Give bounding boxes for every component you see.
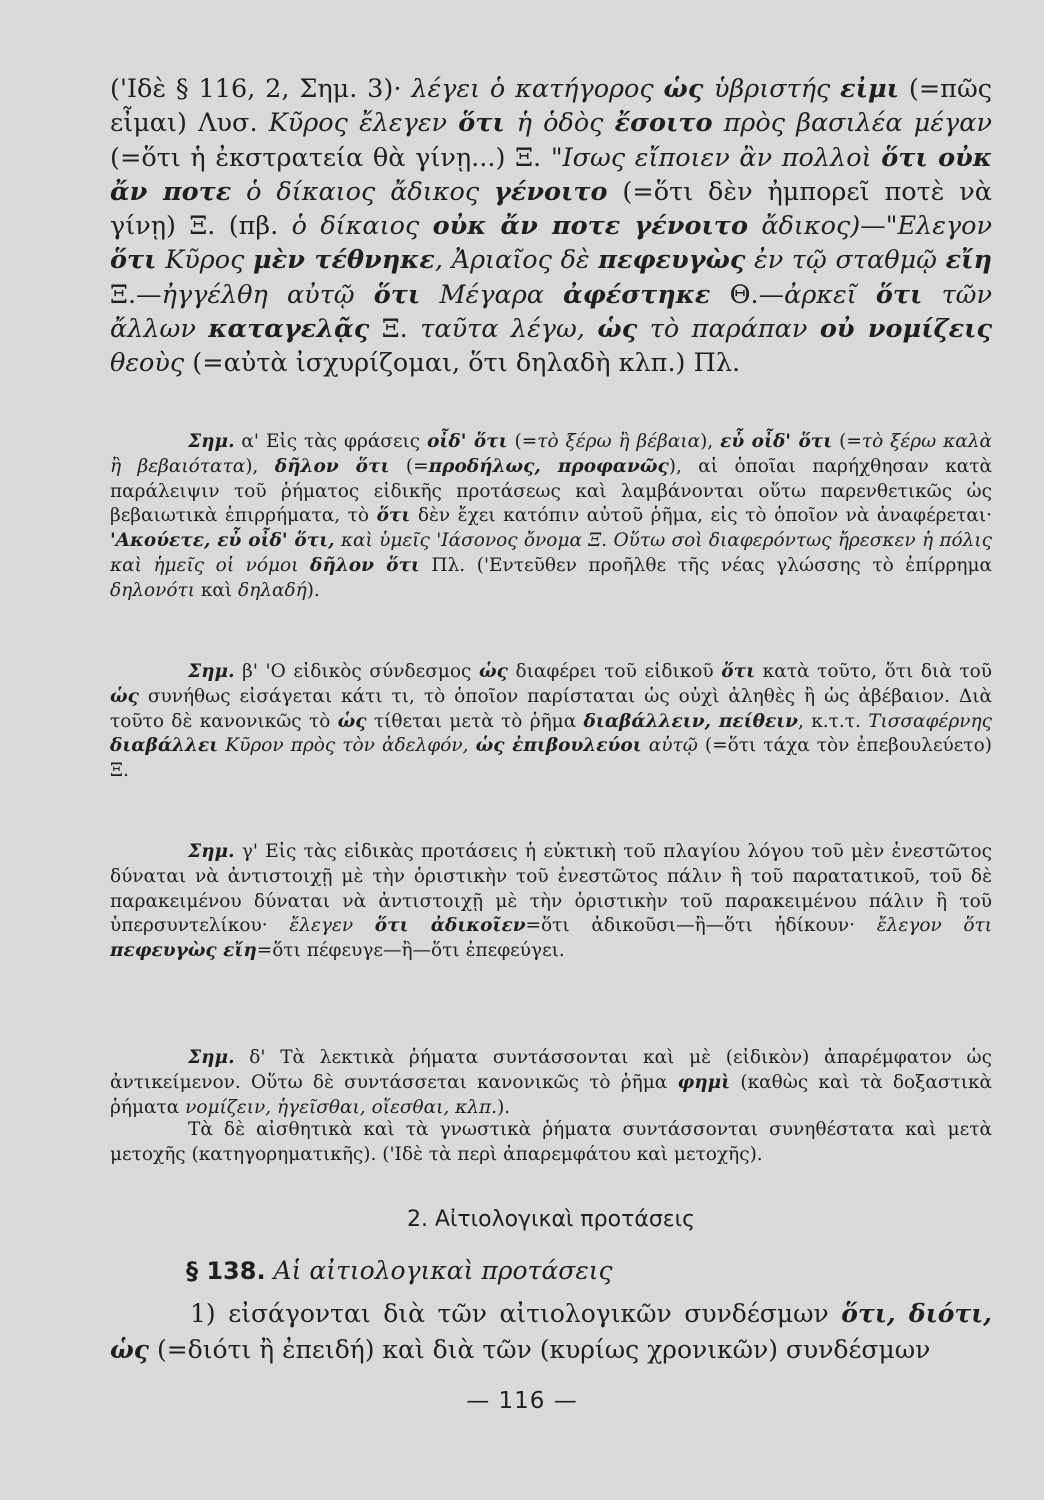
note-label: Σημ. [188,661,235,682]
text-run: ἀρκεῖ [784,279,876,310]
text-run: , κ.τ.τ. [798,710,869,732]
text-run: Τισσαφέρνης [868,710,992,732]
text-run: θεοὺς [110,348,185,379]
text-run: ἔλεγεν [289,915,375,937]
text-run: (=ὅτι τάχα τὸν ἐπεβουλεύετο) Ξ. [110,735,992,782]
text-run: ὡς [597,314,638,345]
text-run: μὲν τέθνηκε [253,245,435,276]
text-run: προδήλως, προφανῶς [428,455,669,477]
text-run: Πλ. ('Εντεῦθεν προῆλθε τῆς νέας γλώσσης τὸ ἐπίρρημα [419,554,992,576]
text-run: δηλαδή [238,579,307,601]
text-run: καὶ ὑμεῖς 'Ιάσονος ὄνομα Ξ. [334,530,614,552]
text-run: Ξ.— [110,279,162,310]
text-run: (=διότι ἢ ἐπειδή) καὶ διὰ τῶν (κυρίως χρονικῶν) συνδέσμων [149,1335,931,1364]
text-run: δῆλον ὅτι [310,554,420,576]
text-run: ). [306,579,320,601]
text-run: διαβάλλει [110,735,219,757]
text-run: διαφέρει τοῦ εἰδικοῦ [507,661,722,682]
text-run: =ὅτι ἀδικοῦσι—ἢ—ὅτι ἠδίκουν· [525,915,877,937]
text-run: πεφευγὼς [598,245,746,276]
note-label: Σημ. [188,1047,235,1068]
note-label: Σημ. [188,431,235,452]
text-run: φημὶ [677,1071,731,1093]
text-run: ὁ δίκαιος [291,211,433,242]
text-run: ἄδικος)— [747,211,886,242]
text-run: εἴη [945,245,992,276]
text-run: δῆλον ὅτι [274,455,390,477]
text-run: πεφευγὼς εἴη [110,940,257,962]
text-run: ἀφέστηκε [563,279,711,310]
text-run: ὅτι [875,279,923,310]
text-run: εἰμι [840,74,900,104]
note-gamma [110,840,992,964]
text-run: (= [507,431,538,452]
text-run: οἶδ' ὅτι [427,431,508,452]
subsection-heading: 2. Αἰτιολογικαὶ προτάσεις [406,1207,696,1232]
text-run: =ὅτι πέφευγε—ἢ—ὅτι ἐπεφεύγει. [256,940,565,962]
text-run: (=ὅτι ἡ ἐκστρατεία θὰ γίνῃ...) Ξ. [110,142,551,173]
text-run: οὐ νομίζεις [819,314,993,345]
text-run: τῶν ἄλλων [110,279,992,345]
text-run: ἡ ὁδὸς [516,108,615,139]
text-run: β' 'Ο εἰδικὸς σύνδεσμος [234,661,479,682]
text-run: Θ.— [710,279,785,310]
text-run: καταγελᾷς [208,314,370,345]
text-run: οὐκ ἄν ποτε γένοιτο [432,211,748,242]
text-run: ὡς ἐπιβουλεύοι [475,735,642,757]
page-number: — 116 — [466,1388,578,1414]
text-run: ἔσοιτο [614,108,713,139]
text-run: (= [832,431,862,452]
text-run: "Ισως εἴποιεν ἂν πολλοὶ [550,142,882,173]
text-run: τὸ ξέρω καλὰ ἢ βεβαιότατα [110,431,992,477]
note-delta [110,1046,992,1120]
text-run: τὸ παράπαν [637,314,820,345]
text-run: "Ελεγον [885,211,993,242]
text-run: ὑβριστής [713,74,841,104]
text-run: ὅτι [721,661,756,682]
section-title: Αἱ αἰτιολογικαὶ προτάσεις [273,1256,613,1285]
text-run: ). [497,1096,511,1118]
text-run: κατὰ τοῦτο, ὅτι διὰ τοῦ [755,661,992,682]
text-run: ὅτι [458,108,517,139]
text-run: ), [700,431,721,452]
text-run: δ' Τὰ λεκτικὰ ῥήματα συντάσσονται καὶ μὲ (εἰδικὸν) ἀπαρέμφατον ὡς ἀντικείμενον. Οὕτω δὲ συντάσσεται κανονικῶς τὸ ῥῆμα [110,1047,992,1093]
text-run: (καθὼς καὶ τὰ δοξαστικὰ ῥήματα [110,1071,993,1118]
main-paragraph [110,72,992,381]
text-run: νομίζειν, ἡγεῖσθαι, οἴεσθαι, κλπ. [185,1096,498,1118]
text-run: ὅτι [376,505,411,527]
text-run: Μέγαρα [420,279,564,310]
text-run: ἠγγέλθη αὐτῷ [161,279,374,310]
section-paragraph [110,1296,992,1368]
text-run: ἐν τῷ σταθμῷ [745,245,946,276]
text-run: Κῦρος [156,245,254,276]
text-run: ('Ιδὲ § 116, 2, Σημ. 3)· [110,74,412,104]
note-alpha [110,430,992,604]
text-run: πρὸς βασιλέα μέγαν [712,108,993,139]
text-run: ), αἱ ὁποῖαι παρήχθησαν κατὰ παράλειψιν τοῦ ῥήματος εἰδικῆς προτάσεως καὶ λαμβάνονται οὕτω παρενθετικῶς ὡς βεβαιωτικὰ ἐπιρρήματα, τὸ [110,455,992,527]
section-heading [186,1256,992,1285]
text-run: 1) εἰσάγονται διὰ τῶν αἰτιολογικῶν συνδέσμων [190,1299,842,1328]
text-run: ὅτι, διότι, ὡς [110,1299,992,1364]
text-run: ), [245,455,275,477]
text-run: (=πῶς εἶμαι) Λυσ. [110,74,993,139]
text-run: αὐτῷ [641,735,698,757]
text-run: συνήθως εἰσάγεται κάτι τι, τὸ ὁποῖον παρίσταται ὡς οὐχὶ ἀληθὲς ἢ ὡς ἀβέβαιον. Διὰ τοῦτο δὲ κανονικῶς τὸ [110,685,992,732]
text-run: τὸ ξέρω ἢ βέβαια [537,431,701,452]
text-run: δηλονότι [110,579,195,601]
text-run: διαβάλλειν, πείθειν [583,710,798,732]
text-run: ὅτι [110,245,157,276]
note-beta [110,660,992,784]
text-run: τίθεται μετὰ τὸ ῥῆμα [366,710,584,732]
text-run: α' Εἰς τὰς φράσεις [234,431,428,452]
text-run: , Ἀριαῖος δὲ [434,245,599,276]
text-run: εὖ οἶδ' ὅτι [720,431,833,452]
text-run: ὅτι [373,279,421,310]
text-run: ὅτι ἀδικοῖεν [374,915,526,937]
text-run: ὡς [478,661,508,682]
text-run: γένοιτο [494,176,608,207]
text-run: ὡς [337,710,367,732]
text-run: Ξ. [369,314,421,345]
text-run: δὲν ἔχει κατόπιν αὐτοῦ ῥῆμα, εἰς τὸ ὁποῖον νὰ ἀναφέρεται· [410,505,992,527]
text-run: Κῦρος ἔλεγεν [268,108,459,139]
text-run: (=ὅτι δὲν ἠμπορεῖ ποτὲ νὰ γίνῃ) Ξ. (πβ. [110,176,992,242]
section-number: § 138. [186,1257,266,1285]
text-run: (=αὐτὰ ἰσχυρίζομαι, ὅτι δηλαδὴ κλπ.) Πλ. [184,348,741,379]
text-run: 'Ακούετε, εὖ οἶδ' ὅτι, [110,530,335,552]
text-run: ὅτι οὐκ ἄν ποτε [110,142,992,207]
note-continuation [110,1118,992,1168]
text-run: καὶ [194,579,239,601]
text-run: ὡς [110,685,139,707]
text-run: ταῦτα λέγω, [420,314,598,345]
note-label: Σημ. [188,841,235,862]
text-run: Τὰ δὲ αἰσθητικὰ καὶ τὰ γνωστικὰ ῥήματα συντάσσονται συνηθέστατα καὶ μετὰ μετοχῆς (κατηγορηματικῆς). ('Ιδὲ τὰ περὶ ἀπαρεμφάτου καὶ μετοχῆς). [110,1119,992,1165]
text-run: Οὕτω σοὶ διαφερόντως ἤρεσκεν ἡ πόλις καὶ ἡμεῖς οἱ νόμοι [110,530,992,576]
text-run: ὁ δίκαιος ἄδικος [231,176,494,207]
text-run: Κῦρον πρὸς τὸν ἀδελφόν, [218,735,476,757]
text-run: γ' Εἰς τὰς εἰδικὰς προτάσεις ἡ εὐκτικὴ τοῦ πλαγίου λόγου τοῦ μὲν ἐνεστῶτος δύναται νὰ ἀντιστοιχῇ μὲ τὴν ὁριστικὴν τοῦ ἐνεστῶτος πάλιν ἢ τοῦ παρατατικοῦ, τοῦ δὲ παρακειμένου δύναται νὰ ἀντιστοιχῇ μὲ τὴν ὁριστικὴν τοῦ παρακειμένου πάλιν ἢ τοῦ ὑπερσυντελίκου· [110,841,992,937]
text-run: λέγει ὁ κατήγορος [411,74,664,104]
text-run: (= [389,455,429,477]
text-run: ὡς [663,74,714,104]
text-run: ἔλεγον ὅτι [876,915,993,937]
